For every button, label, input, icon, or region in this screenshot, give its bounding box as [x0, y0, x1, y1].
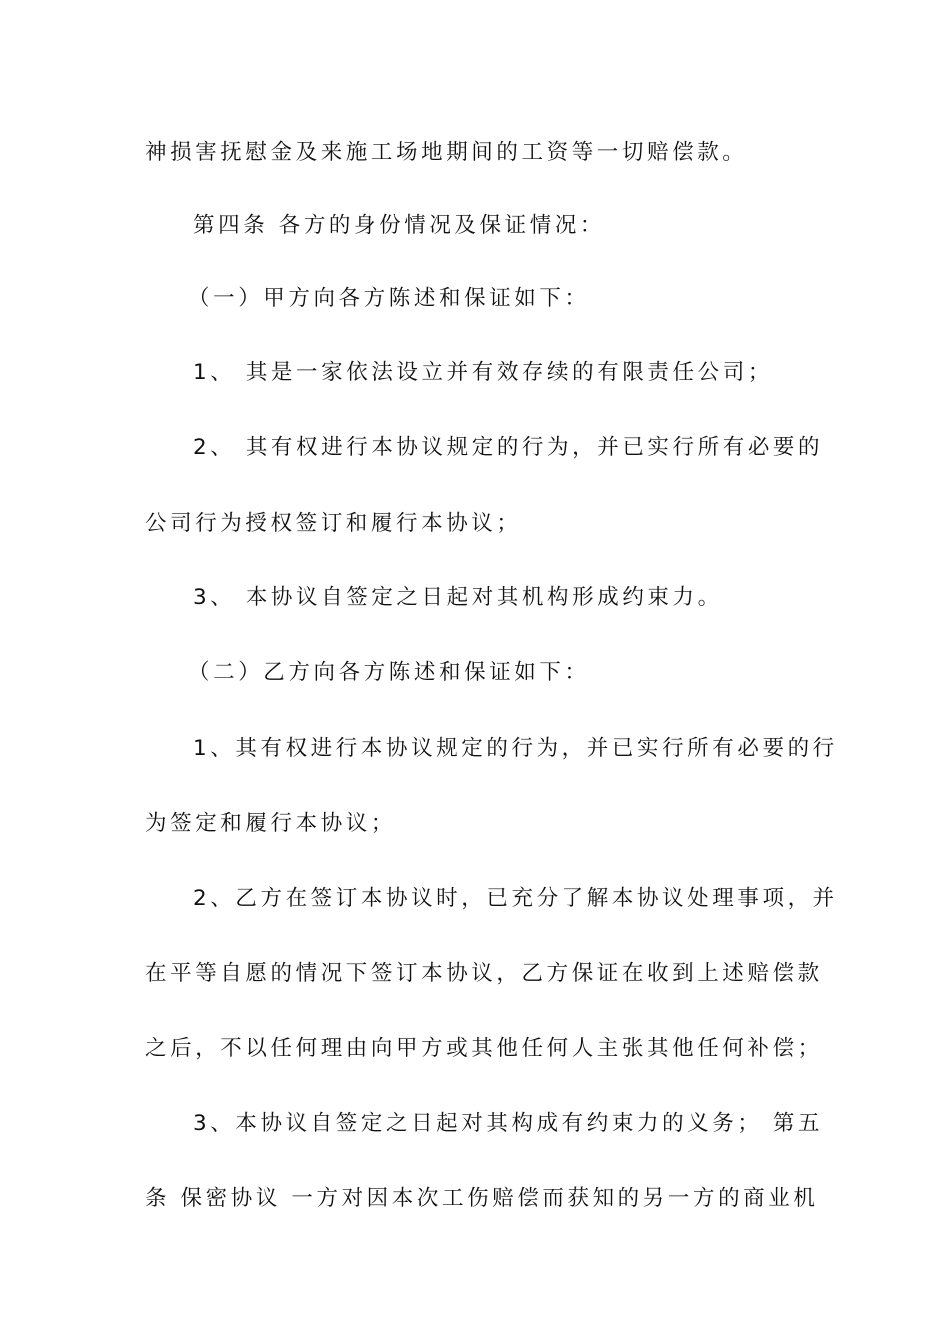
- party-b-item-3: 3、本协议自签定之日起对其构成有约束力的义务； 第五: [193, 1111, 824, 1136]
- party-a-subheading: （一）甲方向各方陈述和保证如下：: [188, 286, 590, 311]
- party-b-item-2-cont-1: 在平等自愿的情况下签订本协议，乙方保证在收到上述赔偿款: [145, 961, 823, 986]
- party-b-subheading: （二）乙方向各方陈述和保证如下：: [188, 660, 590, 685]
- article-four-heading: 第四条 各方的身份情况及保证情况：: [193, 213, 606, 238]
- party-a-item-3: 3、 本协议自签定之日起对其机构形成约束力。: [193, 585, 723, 610]
- text-line-continuation: 神损害抚慰金及来施工场地期间的工资等一切赔偿款。: [145, 140, 748, 165]
- party-b-item-1-cont: 为签定和履行本协议；: [145, 811, 397, 836]
- party-b-item-1: 1、其有权进行本协议规定的行为，并已实行所有必要的行: [193, 736, 838, 761]
- party-a-item-1: 1、 其是一家依法设立并有效存续的有限责任公司；: [193, 360, 773, 385]
- party-b-item-2-cont-2: 之后，不以任何理由向甲方或其他任何人主张其他任何补偿；: [145, 1036, 823, 1061]
- party-b-item-2: 2、乙方在签订本协议时，已充分了解本协议处理事项，并: [193, 886, 838, 911]
- party-a-item-2: 2、 其有权进行本协议规定的行为，并已实行所有必要的: [193, 435, 824, 460]
- party-a-item-2-cont: 公司行为授权签订和履行本协议；: [145, 511, 522, 536]
- article-five-line: 条 保密协议 一方对因本次工伤赔偿而获知的另一方的商业机: [145, 1186, 819, 1211]
